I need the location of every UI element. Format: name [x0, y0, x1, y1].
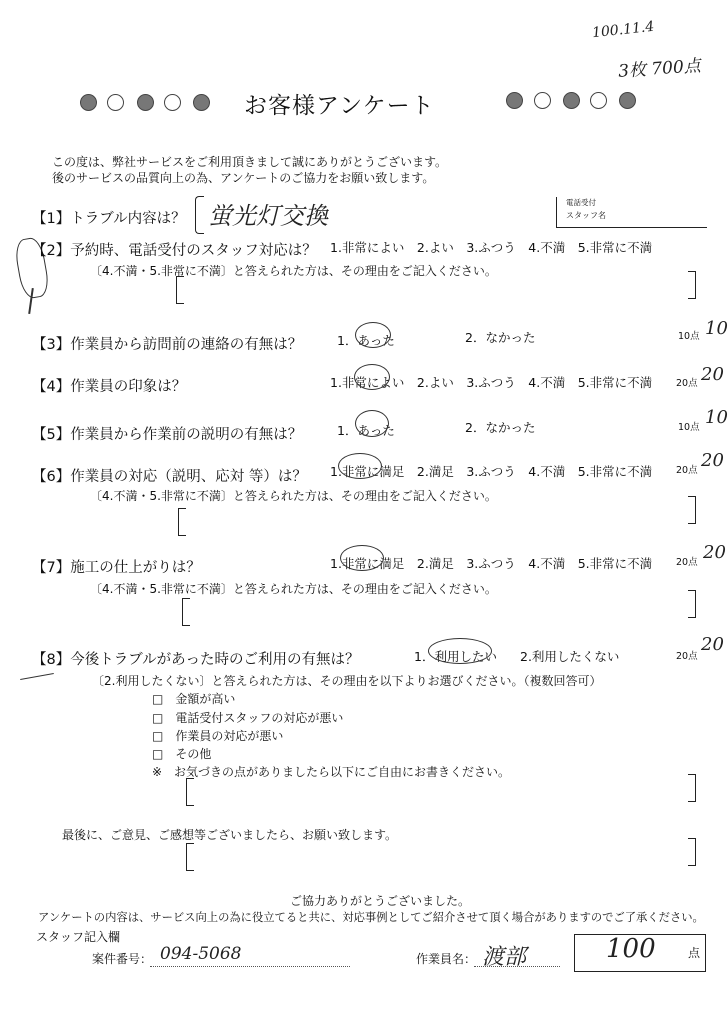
q2-reason-bracket-right: [688, 271, 696, 299]
decorative-dot: [193, 94, 210, 111]
handwritten-note-1: 100.11.4: [591, 18, 656, 42]
total-score-unit: 点: [688, 946, 701, 960]
q6-options: 1.非常に満足 2.満足 3.ふつう 4.不満 5.非常に不満: [330, 464, 653, 479]
q2-note: 〔4.不満・5.非常に不満〕と答えられた方は、その理由をご記入ください。: [90, 264, 497, 278]
q8-option-1: 1．利用したい: [414, 649, 497, 664]
notice-text: アンケートの内容は、サービス向上の為に役立てると共に、対応事例としてご紹介させて頂く場合がありますのでご了承ください。: [38, 911, 704, 924]
q2-reason-bracket-left: [176, 276, 184, 304]
decorative-dot: [80, 94, 97, 111]
q5-label: 【5】作業員から作業前の説明の有無は？: [32, 427, 303, 443]
q5-option-2: 2．なかった: [465, 420, 536, 435]
q8-note: 〔2.利用したくない〕と答えられた方は、その理由を以下よりお選びください。（複数回答可）: [92, 674, 602, 688]
q8-label: 【8】今後トラブルがあった時のご利用の有無は？: [32, 652, 360, 668]
q7-label: 【7】施工の仕上がりは？: [32, 560, 201, 576]
q4-label: 【4】作業員の印象は？: [32, 379, 187, 395]
handwritten-mark: [20, 673, 54, 680]
q6-reason-bracket-left: [178, 508, 186, 536]
q3-score: 10: [705, 318, 728, 339]
q1-bracket: [195, 196, 204, 234]
staff-box-label-2: スタッフ名: [566, 211, 606, 220]
q8-check-phone-staff[interactable]: □ 電話受付スタッフの対応が悪い: [152, 711, 344, 725]
q3-option-2: 2．なかった: [465, 330, 536, 345]
q7-selection-circle: [340, 545, 384, 571]
q5-option-1: 1．あった: [337, 423, 395, 438]
q3-option-1: 1．あった: [337, 333, 395, 348]
closing-bracket-right: [688, 838, 696, 866]
q1-answer: 蛍光灯交換: [208, 202, 328, 230]
q7-points: 20点: [676, 557, 698, 568]
q8-score: 20: [701, 634, 724, 655]
total-score-value: 100: [606, 934, 656, 964]
worker-name-label: 作業員名：: [416, 952, 477, 966]
q3-selection-circle: [355, 322, 391, 348]
q8-check-worker[interactable]: □ 作業員の対応が悪い: [152, 729, 284, 743]
handwritten-note-2: 3枚 700点: [617, 56, 702, 82]
page-title: お客様アンケート: [244, 93, 435, 119]
staff-section-label: スタッフ記入欄: [36, 930, 121, 944]
staff-box-label-1: 電話受付: [566, 198, 596, 207]
q6-reason-bracket-right: [688, 496, 696, 524]
q2-label: 【2】予約時、電話受付のスタッフ対応は？: [32, 243, 317, 259]
q8-free-comment-note: ※ お気づきの点がありましたら以下にご自由にお書きください。: [152, 765, 511, 779]
q8-selection-circle: [428, 638, 492, 664]
thanks-text: ご協力ありがとうございました。: [290, 894, 471, 908]
q6-note: 〔4.不満・5.非常に不満〕と答えられた方は、その理由をご記入ください。: [90, 489, 497, 503]
decorative-dot: [619, 92, 636, 109]
q7-reason-bracket-left: [182, 598, 190, 626]
worker-name-value: 渡部: [482, 945, 527, 970]
decorative-dot: [164, 94, 181, 111]
intro-line-1: この度は、弊社サービスをご利用頂きまして誠にありがとうございます。: [52, 155, 448, 169]
q8-points: 20点: [676, 651, 698, 662]
q5-score: 10: [705, 407, 728, 428]
q8-option-2: 2.利用したくない: [520, 649, 620, 664]
case-number-value: 094-5068: [160, 944, 242, 964]
q3-label: 【3】作業員から訪問前の連絡の有無は？: [32, 337, 303, 353]
closing-text: 最後に、ご意見、ご感想等ございましたら、お願い致します。: [62, 828, 398, 842]
q5-selection-circle: [355, 410, 389, 437]
q6-selection-circle: [338, 453, 382, 479]
q4-points: 20点: [676, 378, 698, 389]
decorative-dot: [107, 94, 124, 111]
q7-score: 20: [703, 542, 726, 563]
case-number-underline: [150, 966, 350, 967]
q6-points: 20点: [676, 465, 698, 476]
decorative-dot: [534, 92, 551, 109]
q8-check-other[interactable]: □ その他: [152, 747, 212, 761]
closing-bracket-left: [186, 843, 194, 871]
q4-score: 20: [701, 364, 724, 385]
q5-points: 10点: [678, 422, 700, 433]
q7-note: 〔4.不満・5.非常に不満〕と答えられた方は、その理由をご記入ください。: [90, 582, 497, 596]
q7-reason-bracket-right: [688, 590, 696, 618]
q8-comment-bracket-left: [186, 778, 194, 806]
decorative-dot: [563, 92, 580, 109]
case-number-label: 案件番号：: [92, 952, 153, 966]
decorative-dot: [137, 94, 154, 111]
q2-options: 1.非常によい 2.よい 3.ふつう 4.不満 5.非常に不満: [330, 240, 653, 255]
q8-check-price[interactable]: □ 金額が高い: [152, 692, 236, 706]
q3-points: 10点: [678, 331, 700, 342]
worker-name-underline: [474, 966, 560, 967]
q6-label: 【6】作業員の対応（説明、応対 等）は？: [32, 469, 307, 485]
q4-selection-circle: [354, 364, 390, 390]
decorative-dot: [590, 92, 607, 109]
q7-options: 1.非常に満足 2.満足 3.ふつう 4.不満 5.非常に不満: [330, 556, 653, 571]
intro-line-2: 後のサービスの品質向上の為、アンケートのご協力をお願い致します。: [52, 171, 435, 185]
q1-label: 【1】トラブル内容は？: [32, 211, 186, 227]
q8-comment-bracket-right: [688, 774, 696, 802]
decorative-dot: [506, 92, 523, 109]
q6-score: 20: [701, 450, 724, 471]
q4-options: 1.非常によい 2.よい 3.ふつう 4.不満 5.非常に不満: [330, 375, 653, 390]
